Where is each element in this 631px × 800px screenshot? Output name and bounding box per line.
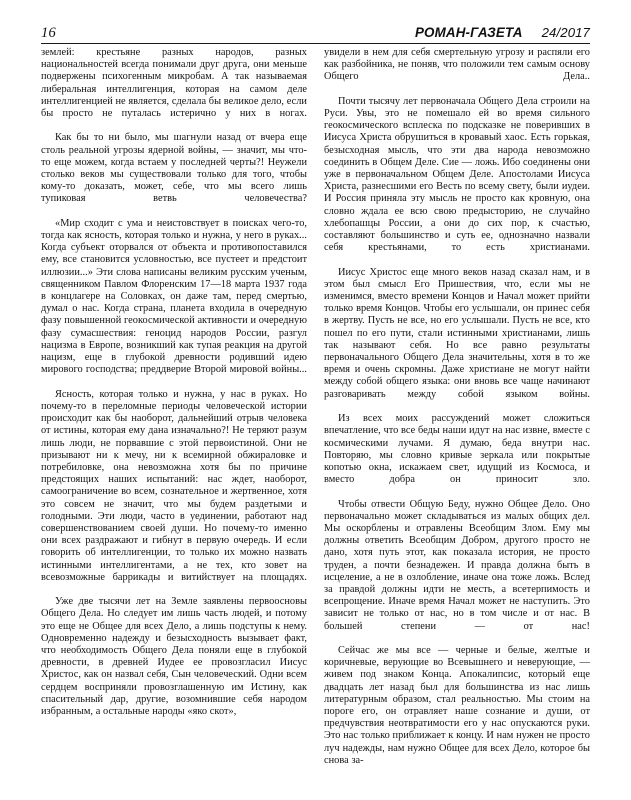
paragraph: Почти тысячу лет первоначала Общего Дела строили на Руси. Увы, это не помешало ей во время сильного геокосмического всплеска по подсказке не поверивших в Иисуса Христа обрушиться в кровавый хаос. Есть горькая, безысходная мысль, что эти два народа невозможно соединить в Общем Деле. Сие — ложь. Ибо соединены они уже в первоначальном Общем Деле. Апостолами Иисуса Христа, разнесшими его Весть по всему свету, были иудеи. И Россия приняла эту мысль не просто как кровную, она словно ждала ее всю свою предысторию, не случайно хлебопашцы России, а они до сих пор, к счастью, составляют большинство и суть ее, однозначно назвали себя крестьянами, то есть христианами. [324,95,590,254]
paragraph: Из всех моих рассуждений может сложиться впечатление, что все беды наши идут на нас извне, вместе с космическими лучами. Я думаю, беда внутри нас. Повторяю, мы словно кривые зеркала или покрытые копотью окна, искажаем свет, идущий из Космоса, и вместо добра он приносит зло. [324,413,590,486]
body-columns [41,47,590,769]
right-column [324,47,590,769]
paragraph: Чтобы отвести Общую Беду, нужно Общее Дело. Оно первоначально может складываться из малых общих дел. Мы оскорблены и отравлены Всеобщим Злом. Ему мы должны ответить Всеобщим Добром, другого просто не дано, хотя путь этот, как показала история, не просто труден, а почти безнадежен. И правда должна быть в исцеление, а не в озлобление, иначе она тоже ложь. Вслед за правдой должны идти не месть, а всетерпимость и всепрощение. Иначе время Начал может не наступить. Это зависит не только от нас, но в том числе и от нас. В большей степени — от нас! [324,498,590,632]
magazine-title: РОМАН-ГАЗЕТА [414,25,523,40]
paragraph: Иисус Христос еще много веков назад сказал нам, и в этом был смысл Его Пришествия, что, если мы не изменимся, вместо времени Концов и Начал может прийти только время Концов. Чтобы его услышали, он принес себя в жертву. Пусть не все, но его услышали. Пусть не все, кто пошел по его пути, стали истинными христианами, лишь так называют себя. Но все равно результаты первоначального Общего Дела значительны, хотя в то же время и очень скромны. Даже христиане не могут найти между собой общего языка: они вновь все чаще начинают разговаривать между собой языком войны. [324,266,590,400]
paragraph: Уже две тысячи лет на Земле заявлены первоосновы Общего Дела. Но следует им лишь часть людей, и потому это еще не Общее для всех Дело, а лишь подступы к нему. Одновременно надежду и безысходность вызывает факт, что необходимость Общего Дела поняли еще в глубокой древности, в древней Иудее ее провозгласил Иисус Христос, как он назвал себя, Сын человеческий. Одни всем сердцем восприняли провозглашенную им Истину, как спасительный дар, другие, возомнившие себя народом избранным, а остальные народы «яко скот», [41,596,307,717]
paragraph: увидели в нем для себя смертельную угрозу и распяли его как разбойника, не поняв, что положили тем самым основу Общего Дела.. [324,47,590,83]
paragraph: Как бы то ни было, мы шагнули назад от вчера еще столь реальной угрозы ядерной войны, — значит, мы что-то еще можем, когда встаем у последней черты?! Неужели столько веков мы существовали только для того, чтобы кому-то доказать, может, себе, что мы всего лишь тупиковая ветвь человечества? [41,132,307,205]
paragraph: землей: крестьяне разных народов, разных национальностей всегда понимали друг друга, они меньше подвержены психогенным микробам. А так называемая либеральная интеллигенция, которая на самом деле интеллигенцией не является, сделала бы великое дело, если бы просто не путалась истерично у них в ногах. [41,47,307,120]
paragraph: Сейчас же мы все — черные и белые, желтые и коричневые, верующие во Всевышнего и неверующие, — живем под знаком Конца. Апокалипсис, который еще двадцать лет назад был для большинства из нас лишь литературным образом, стал реальностью. Мы стоим на пороге его, он отравляет наше сознание и души, от предчувствия неотвратимости его у нас опускаются руки. Это нас только приближает к концу. И нам нужен не просто луч надежды, нам нужно Общее для всех Дело, которое бы снова за- [324,644,590,766]
page-number: 16 [41,24,56,41]
running-head [41,18,590,44]
issue-number: 24/2017 [541,25,590,40]
paragraph: «Мир сходит с ума и неистовствует в поисках чего-то, тогда как ясность, которая только и нужна, у него в руках... Когда субъект оторвался от объекта и противопоставился ему, все становится условностью, все пустеет и предстоит иллюзии...» Эти слова написаны великим русским ученым, священником Павлом Флоренским 17—18 марта 1937 года в концлагере на Соловках, он даже там, перед смертью, думал о нас. Когда страна, планета входила в очередную фазу повышенной геокосмической активности и очередную фазу сумасшествия: геноцид народов России, разгул нацизма в Европе, возникший как тупая реакция на другой нацизм, еще в глубокой древности родивший идею мирового господства; преддверие Второй мировой войны... [41,217,307,376]
paragraph: Ясность, которая только и нужна, у нас в руках. Но почему-то в переломные периоды человеческой истории происходит как бы наоборот, дальнейший отрыв человека от истины, которая ему дана изначально?! Не теряют разум лишь люди, не порвавшие с этой первоистиной. Они не призывают ни к мечу, ни к всемирной обжираловке и потребиловке, она невозможна хотя бы по причине предстоящих наших испытаний: нас ждет, наоборот, самоограничение во всем, сознательное и жертвенное, хотя это совсем не значит, что мы будем раздетыми и голодными. Эти люди, часто в уединении, работают над совершенствованием своей души. Но почему-то именно они всех раздражают и гибнут в первую очередь. И если говорить об интеллигенции, то только их можно назвать истинными интеллигентами, а не тех, кто зовет на всевозможные баррикады и витийствует на площадях. [41,388,307,583]
left-column [41,47,307,769]
running-head-right [415,25,590,40]
